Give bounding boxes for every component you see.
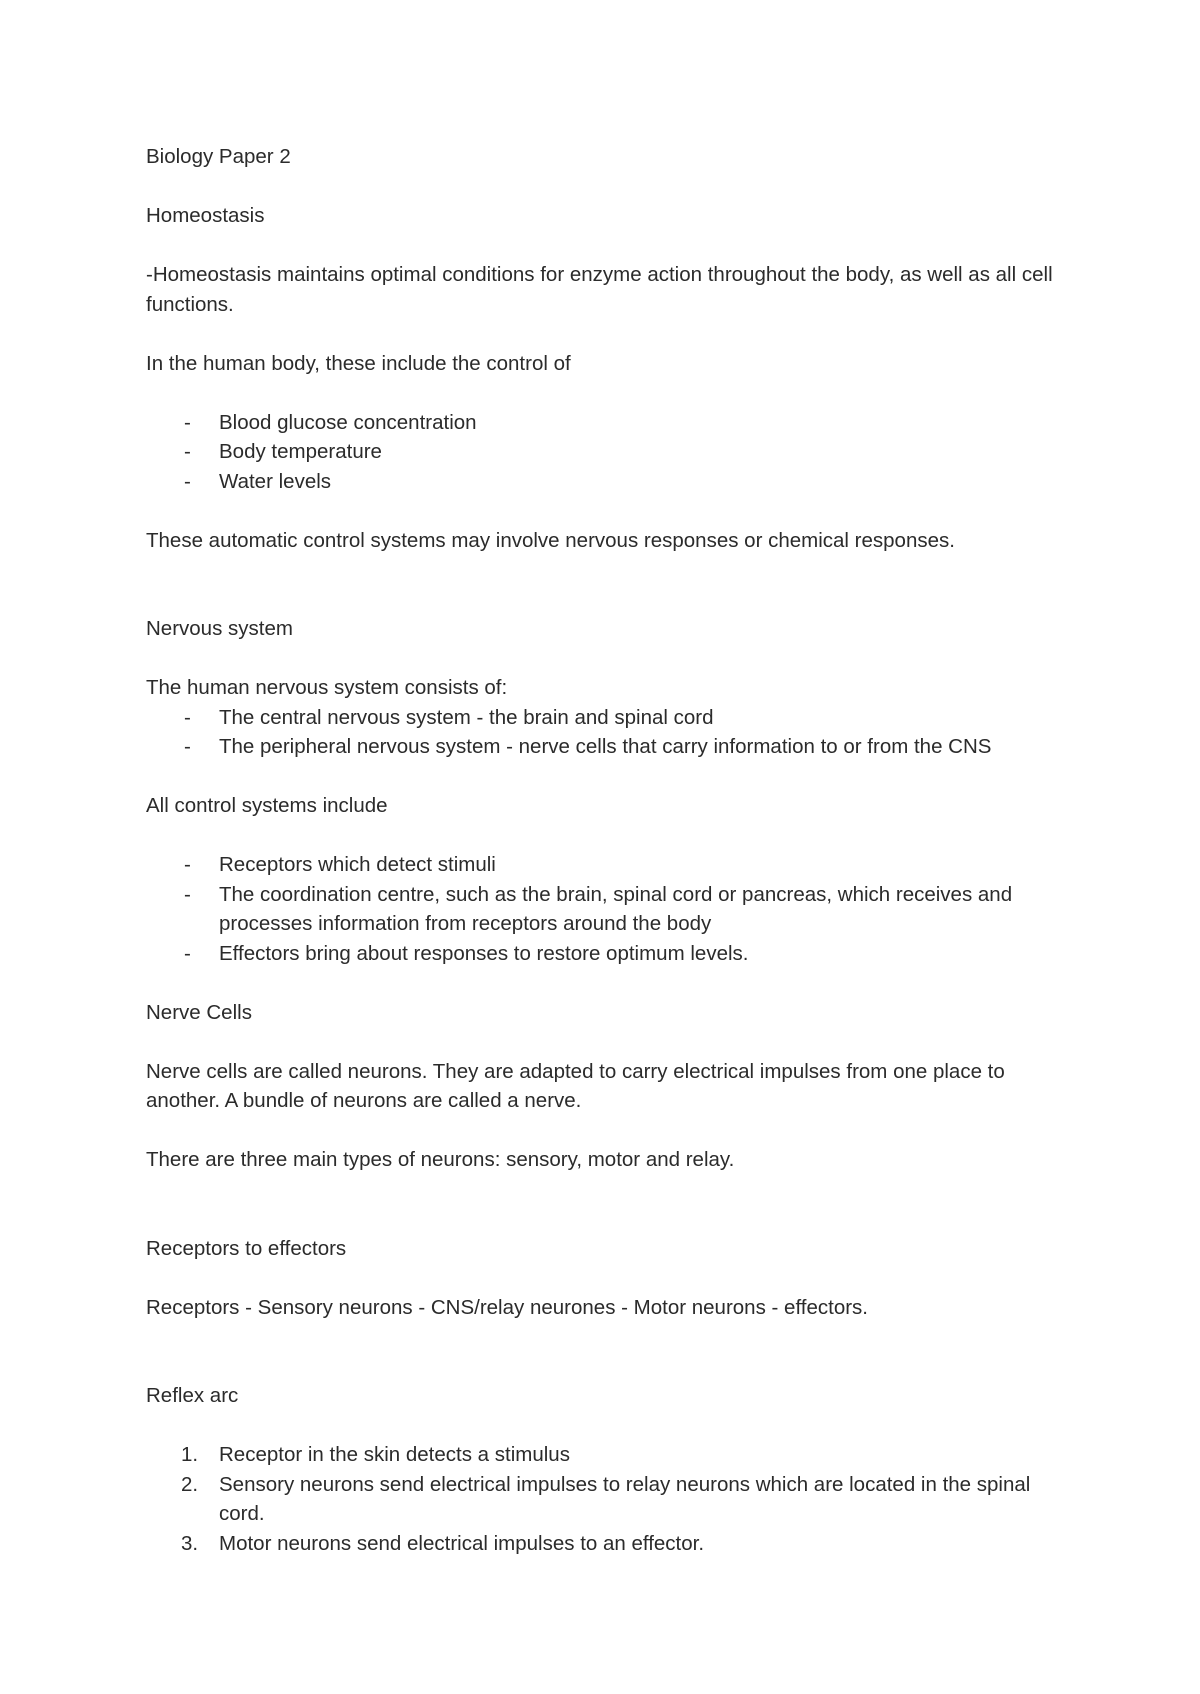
heading-nerve-cells: Nerve Cells xyxy=(146,1000,252,1024)
nervous-consists-lead: The human nervous system consists of: xyxy=(146,676,508,699)
list-item: - Effectors bring about responses to restore optimum levels. xyxy=(146,939,1076,969)
dash-marker: - xyxy=(184,941,191,965)
control-systems-list xyxy=(146,850,1076,968)
control-systems-lead: All control systems include xyxy=(146,794,388,817)
list-item: - Blood glucose concentration xyxy=(146,408,1076,438)
dash-marker: - xyxy=(184,882,191,906)
document-title: Biology Paper 2 xyxy=(146,145,291,168)
dash-marker: - xyxy=(184,735,191,758)
nervous-consists-list xyxy=(146,703,1076,762)
list-item: - The coordination centre, such as the brain, spinal cord or pancreas, which receives and processes information from receptors around the body xyxy=(146,880,1076,939)
number-marker: 2. xyxy=(181,1472,199,1496)
list-item: - Water levels xyxy=(146,467,1076,497)
list-item: 1. Receptor in the skin detects a stimulus xyxy=(146,1440,1076,1470)
heading-nervous-system: Nervous system xyxy=(146,617,293,640)
list-item: 2. Sensory neurons send electrical impulses to relay neurons which are located in the spinal cord. xyxy=(146,1470,1076,1529)
dash-marker: - xyxy=(184,410,191,434)
dash-marker: - xyxy=(184,440,191,463)
receptors-pathway: Receptors - Sensory neurons - CNS/relay neurones - Motor neurons - effectors. xyxy=(146,1295,868,1319)
heading-reflex-arc: Reflex arc xyxy=(146,1384,239,1407)
number-marker: 1. xyxy=(181,1443,199,1466)
heading-receptors-to-effectors: Receptors to effectors xyxy=(146,1236,347,1260)
homeostasis-responses: These automatic control systems may involve nervous responses or chemical responses. xyxy=(146,528,955,552)
list-item: - Body temperature xyxy=(146,437,1076,467)
list-item: - Receptors which detect stimuli xyxy=(146,850,1076,880)
list-item: - The peripheral nervous system - nerve cells that carry information to or from the CNS xyxy=(146,732,1076,762)
document-content xyxy=(146,142,1076,1558)
nerve-cells-para-1: Nerve cells are called neurons. They are adapted to carry electrical impulses from one place to another. A bundle of neurons are called a nerve. xyxy=(146,1059,1005,1112)
number-marker: 3. xyxy=(181,1531,199,1555)
dash-marker: - xyxy=(184,705,191,729)
dash-marker: - xyxy=(184,853,191,876)
heading-homeostasis: Homeostasis xyxy=(146,204,265,227)
nerve-cells-para-2: There are three main types of neurons: sensory, motor and relay. xyxy=(146,1148,735,1171)
homeostasis-intro: -Homeostasis maintains optimal conditions for enzyme action throughout the body, as well as all cell functions. xyxy=(146,263,1053,316)
list-item: 3. Motor neurons send electrical impulses to an effector. xyxy=(146,1529,1076,1559)
reflex-arc-steps xyxy=(146,1440,1076,1558)
homeostasis-control-lead: In the human body, these include the control of xyxy=(146,351,571,375)
dash-marker: - xyxy=(184,469,191,493)
list-item: - The central nervous system - the brain and spinal cord xyxy=(146,703,1076,733)
homeostasis-control-list xyxy=(146,408,1076,497)
